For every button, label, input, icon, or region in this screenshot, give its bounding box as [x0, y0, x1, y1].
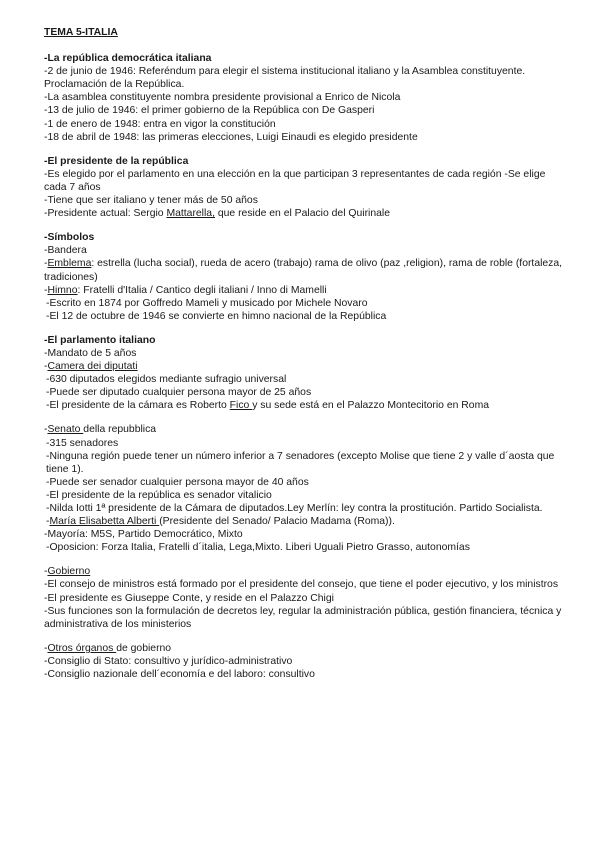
text-line: -El 12 de octubre de 1946 se convierte en himno nacional de la República [46, 310, 387, 322]
text-line: -Puede ser senador cualquier persona mayor de 40 años [46, 476, 309, 488]
underlined-text: Emblema [47, 258, 92, 270]
text-line [44, 515, 564, 528]
document-page [44, 26, 564, 692]
text-line: -El consejo de ministros está formado por el presidente del consejo, que tiene el poder ejecutivo, y los ministros [44, 579, 559, 591]
section-parlamento [44, 334, 564, 413]
section-heading: -El presidente de la república [44, 155, 189, 167]
text-span: - [44, 361, 48, 373]
text-line [44, 565, 564, 578]
text-line [44, 423, 564, 436]
text-line: -Sus funciones son la formulación de decretos ley, regular la administración pública, gestión financiera, técnica y administrativa de los ministerios [44, 605, 562, 630]
text-line: -18 de abril de 1948: las primeras elecciones, Luigi Einaudi es elegido presidente [44, 131, 418, 143]
section-heading: -El parlamento italiano [44, 334, 156, 346]
text-line: -Consiglio nazionale dell´economía e del laboro: consultivo [44, 669, 315, 681]
text-span: - [44, 424, 48, 436]
section-republica [44, 52, 564, 144]
text-line: -Consiglio di Stato: consultivo y jurídico-administrativo [44, 655, 293, 667]
text-span: (Presidente del Senado/ Palacio Madama (Roma)). [159, 516, 395, 528]
underlined-text: María Elisabetta Alberti [49, 516, 160, 528]
text-line: -Es elegido por el parlamento en una elección en la que participan 3 representantes de cada región -Se elige cada 7 años [44, 168, 546, 193]
text-line [44, 642, 564, 655]
underlined-text: Camera dei diputati [47, 361, 138, 373]
text-span: della repubblica [83, 424, 157, 436]
underlined-text: Himno [47, 284, 78, 296]
underlined-text: Gobierno [47, 566, 91, 578]
text-line: -Escrito en 1874 por Goffredo Mameli y musicado por Michele Novaro [46, 297, 368, 309]
text-line [44, 257, 564, 283]
text-span: que reside en el Palacio del Quirinale [214, 208, 390, 220]
text-line: -2 de junio de 1946: Referéndum para elegir el sistema institucional italiano y la Asamblea constituyente. Proclamación de la República. [44, 66, 526, 91]
section-otros-organos [44, 642, 564, 681]
section-presidente [44, 155, 564, 220]
text-line [44, 360, 564, 373]
text-span: - [44, 642, 48, 654]
section-heading: -La república democrática italiana [44, 53, 212, 65]
text-span: : estrella (lucha social), rueda de acero (trabajo) rama de olivo (paz ,religion), rama de roble (fortaleza, tradiciones) [44, 258, 563, 283]
text-line [44, 207, 564, 220]
text-line: -1 de enero de 1948: entra en vigor la constitución [44, 118, 276, 130]
text-line: -Nilda Iotti 1ª presidente de la Cámara de diputados.Ley Merlín: ley contra la prostitución. Partido Socialista. [46, 503, 543, 514]
text-span: - [44, 284, 48, 296]
text-line [44, 284, 564, 297]
text-line: -El presidente de la república es senador vitalicio [46, 489, 272, 501]
section-senato [44, 423, 564, 554]
document-title: TEMA 5-ITALIA [44, 27, 118, 38]
underlined-text: Otros órganos [47, 642, 117, 654]
text-span: - [44, 566, 48, 578]
section-heading: -Símbolos [44, 232, 95, 244]
text-span: : Fratelli d'Italia / Cantico degli italiani / Inno di Mamelli [77, 284, 327, 296]
text-line: -13 de julio de 1946: el primer gobierno de la República con De Gasperi [44, 105, 375, 117]
text-line: -630 diputados elegidos mediante sufragio universal [46, 374, 287, 386]
underlined-text: Fico [229, 400, 253, 412]
underlined-text: Mattarella, [166, 208, 215, 220]
text-span: - [44, 258, 48, 270]
text-span: -El presidente de la cámara es Roberto [46, 400, 230, 412]
text-line: -Mandato de 5 años [44, 347, 137, 359]
text-span: y su sede está en el Palazzo Montecitorio en Roma [252, 400, 490, 412]
section-gobierno [44, 565, 564, 630]
text-span: - [46, 516, 50, 528]
text-line: -El presidente es Giuseppe Conte, y reside en el Palazzo Chigi [44, 592, 334, 604]
underlined-text: Senato [47, 424, 84, 436]
text-line: -La asamblea constituyente nombra presidente provisional a Enrico de Nicola [44, 92, 401, 104]
section-simbolos [44, 231, 564, 323]
text-line: -Bandera [44, 245, 87, 257]
text-span: de gobierno [116, 642, 172, 654]
text-line: -Mayoría: M5S, Partido Democrático, Mixto [44, 529, 243, 541]
text-line [44, 399, 564, 412]
text-line: -Tiene que ser italiano y tener más de 50 años [44, 195, 258, 207]
text-line: -Ninguna región puede tener un número inferior a 7 senadores (excepto Molise que tiene 2 y valle d´aosta que tiene 1). [46, 450, 555, 475]
text-span: -Presidente actual: Sergio [44, 208, 167, 220]
text-line: -Oposicion: Forza Italia, Fratelli d´italia, Lega,Mixto. Liberi Uguali Pietro Grasso, autonomías [46, 542, 470, 554]
text-line: -315 senadores [46, 437, 119, 449]
text-line: -Puede ser diputado cualquier persona mayor de 25 años [46, 387, 312, 399]
